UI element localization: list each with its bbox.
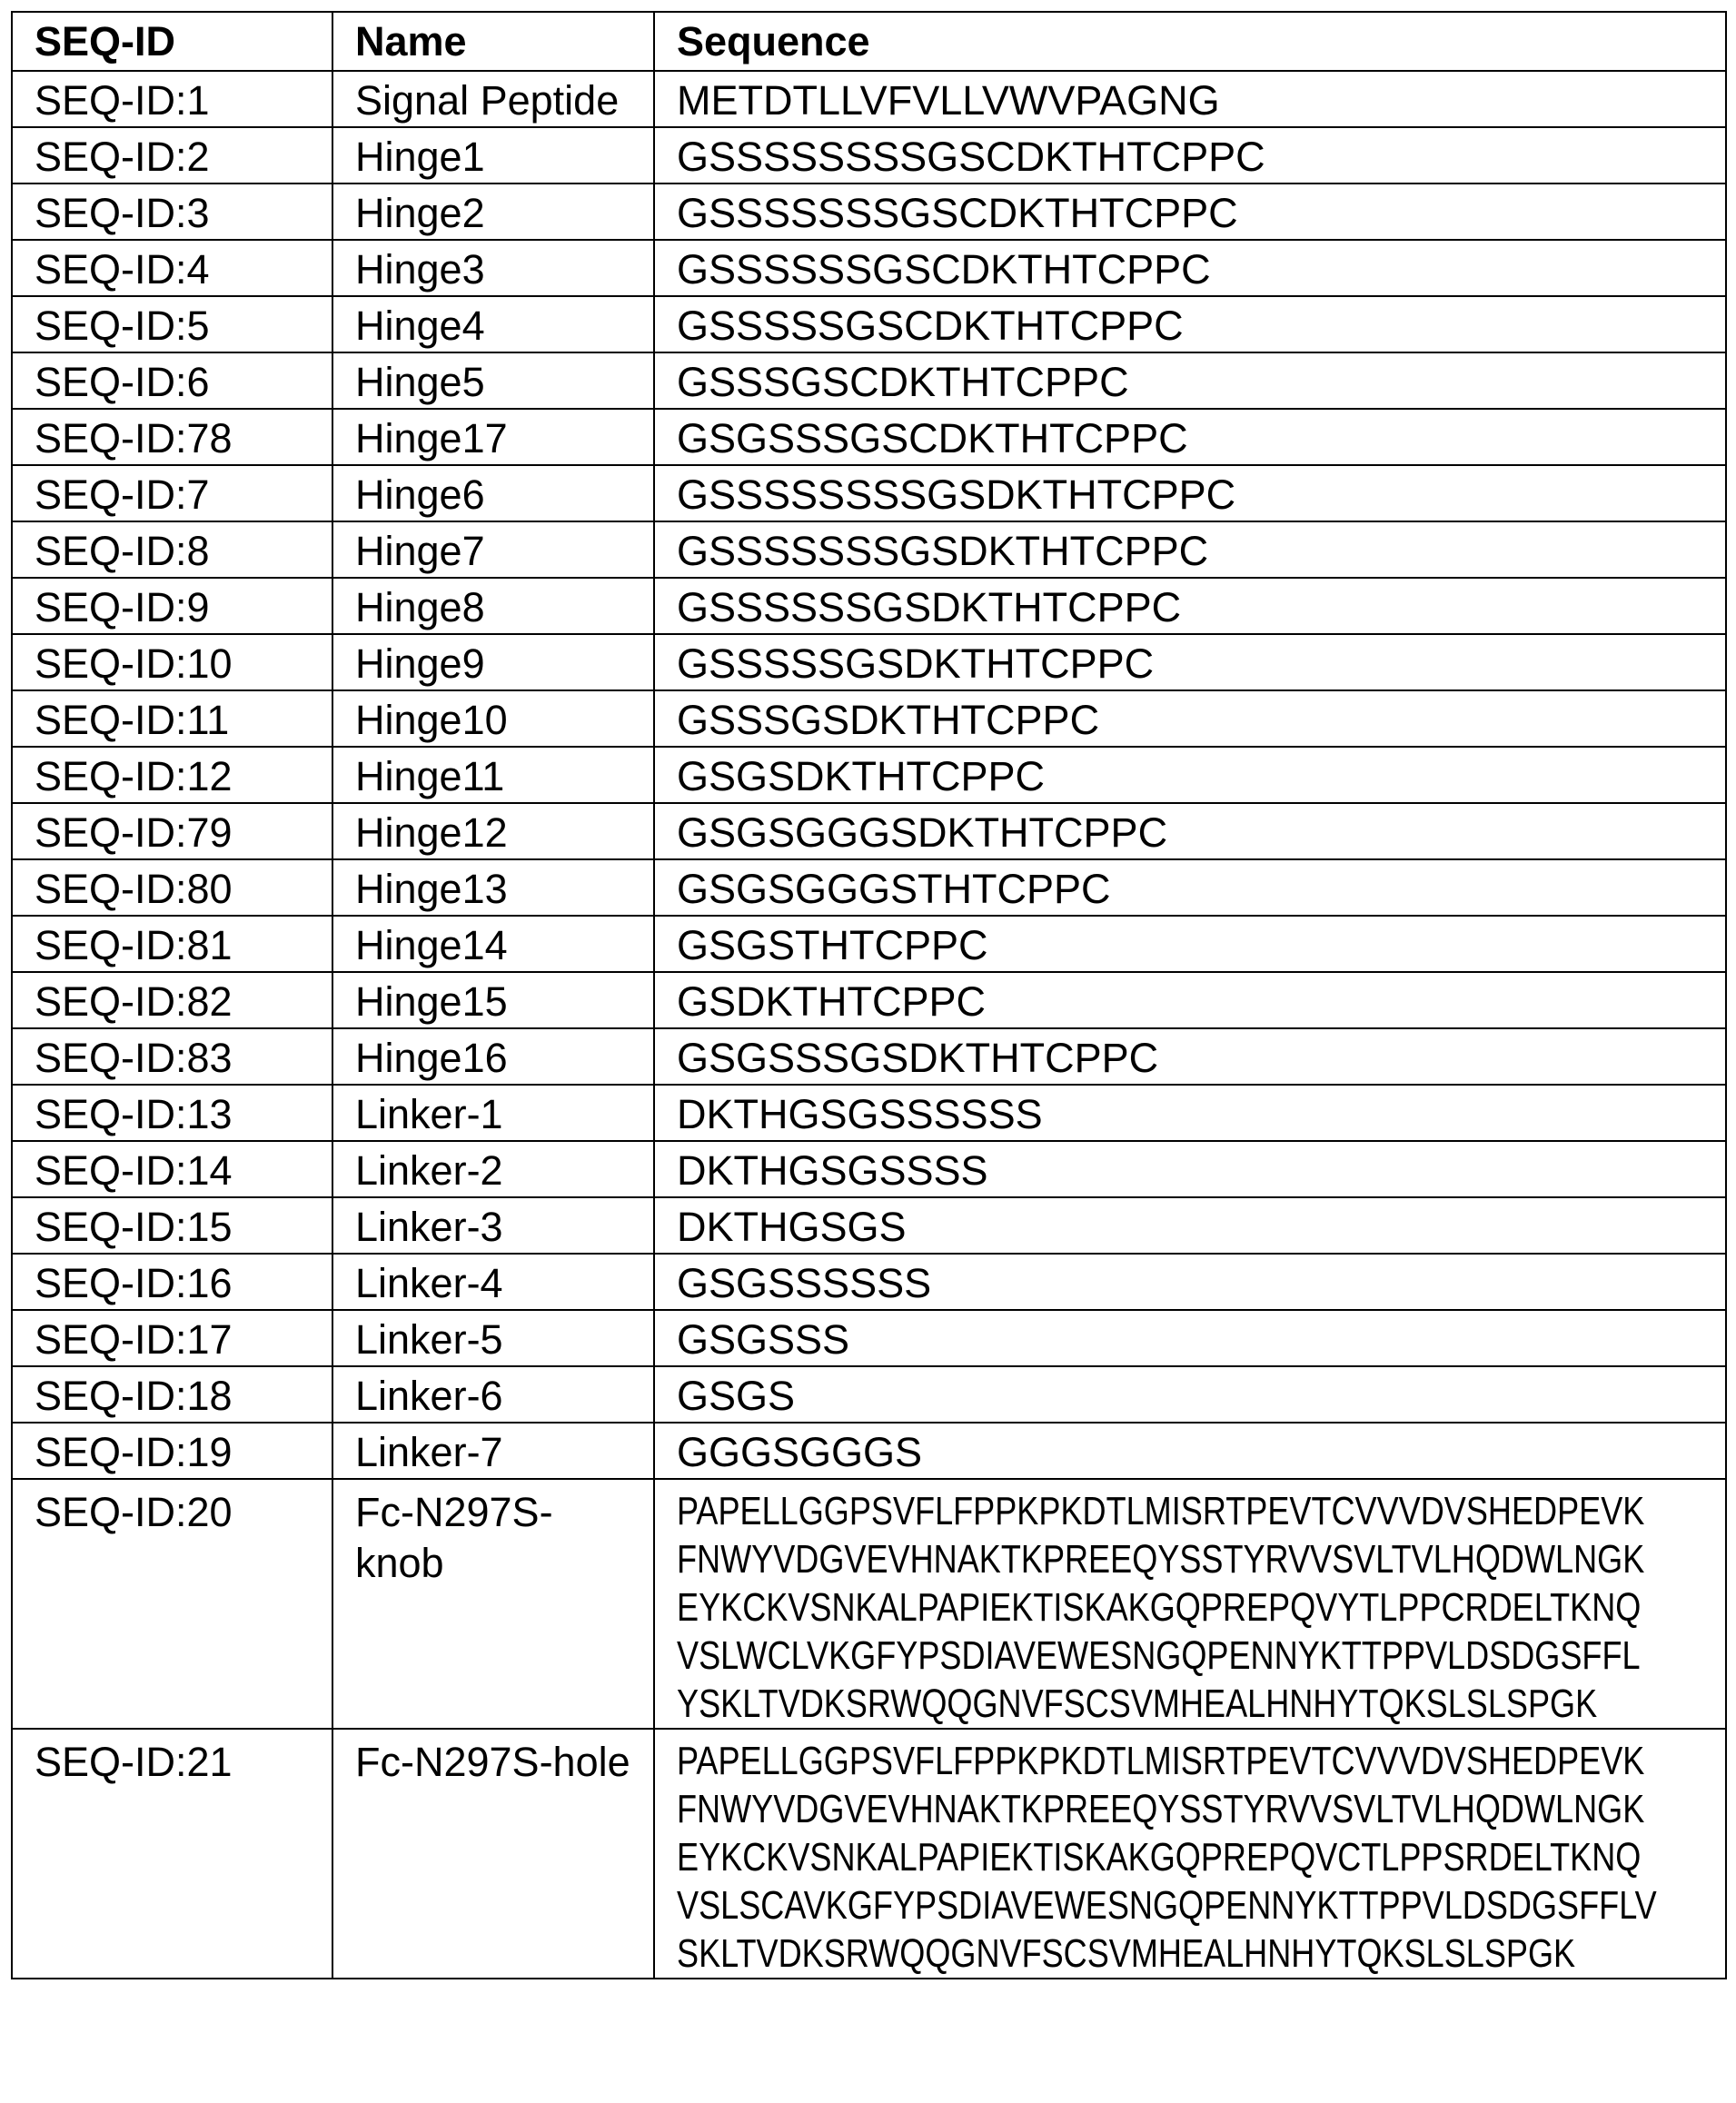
- seq-id-cell: SEQ-ID:4: [12, 240, 332, 296]
- table-row: [12, 1028, 1726, 1085]
- seq-id-cell: SEQ-ID:79: [12, 803, 332, 859]
- seq-id-cell: SEQ-ID:17: [12, 1310, 332, 1366]
- name-cell: Hinge9: [332, 634, 654, 690]
- seq-id-cell: SEQ-ID:20: [12, 1479, 332, 1729]
- table-row: [12, 859, 1726, 916]
- sequence-cell: GSSSSSSGSDKTHTCPPC: [654, 578, 1726, 634]
- table-row: [12, 916, 1726, 972]
- name-cell: Linker-4: [332, 1254, 654, 1310]
- name-cell: Hinge8: [332, 578, 654, 634]
- sequence-cell: GSSSSSGSCDKTHTCPPC: [654, 296, 1726, 352]
- table-row: [12, 634, 1726, 690]
- sequence-cell: GSSSSSSSGSCDKTHTCPPC: [654, 184, 1726, 240]
- sequence-line: VSLSCAVKGFYPSDIAVEWESNGQPENNYKTTPPVLDSDGSFFLV: [677, 1881, 1522, 1929]
- name-cell: Hinge16: [332, 1028, 654, 1085]
- name-cell: Fc-N297S-knob: [332, 1479, 654, 1729]
- seq-id-cell: SEQ-ID:9: [12, 578, 332, 634]
- table-row: [12, 240, 1726, 296]
- sequence-cell: GSGSSSGSCDKTHTCPPC: [654, 409, 1726, 465]
- sequence-cell: GSSSSSGSDKTHTCPPC: [654, 634, 1726, 690]
- name-cell: Linker-5: [332, 1310, 654, 1366]
- seq-id-cell: SEQ-ID:6: [12, 352, 332, 409]
- table-row: [12, 1729, 1726, 1979]
- name-cell: Hinge14: [332, 916, 654, 972]
- sequence-cell: [654, 1729, 1726, 1979]
- table-row: [12, 690, 1726, 747]
- seq-id-cell: SEQ-ID:2: [12, 127, 332, 184]
- sequence-cell: METDTLLVFVLLVWVPAGNG: [654, 71, 1726, 127]
- sequence-cell: GSSSSSSSSGSCDKTHTCPPC: [654, 127, 1726, 184]
- table-row: [12, 352, 1726, 409]
- sequence-cell: [654, 1479, 1726, 1729]
- seq-id-cell: SEQ-ID:5: [12, 296, 332, 352]
- table-row: [12, 747, 1726, 803]
- table-row: [12, 578, 1726, 634]
- table-row: [12, 1423, 1726, 1479]
- seq-id-cell: SEQ-ID:15: [12, 1197, 332, 1254]
- table-row: [12, 1479, 1726, 1729]
- table-row: [12, 1366, 1726, 1423]
- seq-id-cell: SEQ-ID:13: [12, 1085, 332, 1141]
- name-cell: Hinge4: [332, 296, 654, 352]
- sequence-line: PAPELLGGPSVFLFPPKPKDTLMISRTPEVTCVVVDVSHEDPEVK: [677, 1737, 1522, 1785]
- name-cell: Fc-N297S-hole: [332, 1729, 654, 1979]
- seq-id-cell: SEQ-ID:7: [12, 465, 332, 521]
- header-row: [12, 12, 1726, 71]
- sequence-cell: GSDKTHTCPPC: [654, 972, 1726, 1028]
- seq-id-cell: SEQ-ID:83: [12, 1028, 332, 1085]
- table-row: [12, 127, 1726, 184]
- sequence-line: FNWYVDGVEVHNAKTKPREEQYSSTYRVVSVLTVLHQDWLNGK: [677, 1785, 1522, 1833]
- sequence-cell: GSGSTHTCPPC: [654, 916, 1726, 972]
- table-row: [12, 465, 1726, 521]
- table-row: [12, 71, 1726, 127]
- table-row: [12, 184, 1726, 240]
- sequence-cell: GSSSSSSSSGSDKTHTCPPC: [654, 465, 1726, 521]
- name-cell: Hinge2: [332, 184, 654, 240]
- name-cell: Signal Peptide: [332, 71, 654, 127]
- sequence-table: [11, 11, 1727, 1979]
- seq-id-cell: SEQ-ID:12: [12, 747, 332, 803]
- name-cell: Linker-7: [332, 1423, 654, 1479]
- name-cell: Linker-1: [332, 1085, 654, 1141]
- header-seq-id: SEQ-ID: [12, 12, 332, 71]
- table-row: [12, 1141, 1726, 1197]
- seq-id-cell: SEQ-ID:8: [12, 521, 332, 578]
- sequence-cell: DKTHGSGSSSS: [654, 1141, 1726, 1197]
- name-cell: Hinge6: [332, 465, 654, 521]
- seq-id-cell: SEQ-ID:3: [12, 184, 332, 240]
- seq-id-cell: SEQ-ID:1: [12, 71, 332, 127]
- sequence-cell: GSSSSSSSGSDKTHTCPPC: [654, 521, 1726, 578]
- table-row: [12, 972, 1726, 1028]
- sequence-cell: GSGSSS: [654, 1310, 1726, 1366]
- sequence-cell: GSSSSSSGSCDKTHTCPPC: [654, 240, 1726, 296]
- name-cell: Linker-3: [332, 1197, 654, 1254]
- table-row: [12, 1254, 1726, 1310]
- name-cell: Hinge13: [332, 859, 654, 916]
- sequence-cell: GSGSDKTHTCPPC: [654, 747, 1726, 803]
- name-cell: Hinge11: [332, 747, 654, 803]
- sequence-line: SKLTVDKSRWQQGNVFSCSVMHEALHNHYTQKSLSLSPGK: [677, 1929, 1522, 1978]
- seq-id-cell: SEQ-ID:18: [12, 1366, 332, 1423]
- sequence-line: YSKLTVDKSRWQQGNVFSCSVMHEALHNHYTQKSLSLSPGK: [677, 1680, 1522, 1728]
- sequence-line: EYKCKVSNKALPAPIEKTISKAKGQPREPQVCTLPPSRDELTKNQ: [677, 1833, 1522, 1881]
- header-sequence: Sequence: [654, 12, 1726, 71]
- sequence-line: EYKCKVSNKALPAPIEKTISKAKGQPREPQVYTLPPCRDELTKNQ: [677, 1583, 1522, 1632]
- sequence-cell: GSSSGSDKTHTCPPC: [654, 690, 1726, 747]
- seq-id-cell: SEQ-ID:81: [12, 916, 332, 972]
- sequence-cell: GSGSGGGSTHTCPPC: [654, 859, 1726, 916]
- table-row: [12, 296, 1726, 352]
- name-cell: Linker-2: [332, 1141, 654, 1197]
- seq-id-cell: SEQ-ID:78: [12, 409, 332, 465]
- name-cell: Hinge7: [332, 521, 654, 578]
- name-cell: Linker-6: [332, 1366, 654, 1423]
- seq-id-cell: SEQ-ID:11: [12, 690, 332, 747]
- sequence-cell: GSGSSSGSDKTHTCPPC: [654, 1028, 1726, 1085]
- name-cell: Hinge17: [332, 409, 654, 465]
- sequence-cell: GSSSGSCDKTHTCPPC: [654, 352, 1726, 409]
- sequence-line: VSLWCLVKGFYPSDIAVEWESNGQPENNYKTTPPVLDSDGSFFL: [677, 1632, 1522, 1680]
- seq-id-cell: SEQ-ID:14: [12, 1141, 332, 1197]
- sequence-cell: GSGSGGGSDKTHTCPPC: [654, 803, 1726, 859]
- table-row: [12, 1085, 1726, 1141]
- seq-id-cell: SEQ-ID:19: [12, 1423, 332, 1479]
- name-cell: Hinge10: [332, 690, 654, 747]
- table-row: [12, 803, 1726, 859]
- seq-id-cell: SEQ-ID:10: [12, 634, 332, 690]
- table-row: [12, 1310, 1726, 1366]
- name-cell: Hinge5: [332, 352, 654, 409]
- seq-id-cell: SEQ-ID:16: [12, 1254, 332, 1310]
- sequence-line: PAPELLGGPSVFLFPPKPKDTLMISRTPEVTCVVVDVSHEDPEVK: [677, 1487, 1522, 1535]
- sequence-cell: GSGS: [654, 1366, 1726, 1423]
- seq-id-cell: SEQ-ID:82: [12, 972, 332, 1028]
- header-name: Name: [332, 12, 654, 71]
- sequence-cell: GGGSGGGS: [654, 1423, 1726, 1479]
- name-cell: Hinge15: [332, 972, 654, 1028]
- table-row: [12, 521, 1726, 578]
- name-cell: Hinge12: [332, 803, 654, 859]
- name-cell: Hinge3: [332, 240, 654, 296]
- seq-id-cell: SEQ-ID:80: [12, 859, 332, 916]
- sequence-cell: DKTHGSGS: [654, 1197, 1726, 1254]
- sequence-cell: DKTHGSGSSSSSS: [654, 1085, 1726, 1141]
- sequence-cell: GSGSSSSSS: [654, 1254, 1726, 1310]
- name-cell: Hinge1: [332, 127, 654, 184]
- table-row: [12, 1197, 1726, 1254]
- sequence-line: FNWYVDGVEVHNAKTKPREEQYSSTYRVVSVLTVLHQDWLNGK: [677, 1535, 1522, 1583]
- table-row: [12, 409, 1726, 465]
- seq-id-cell: SEQ-ID:21: [12, 1729, 332, 1979]
